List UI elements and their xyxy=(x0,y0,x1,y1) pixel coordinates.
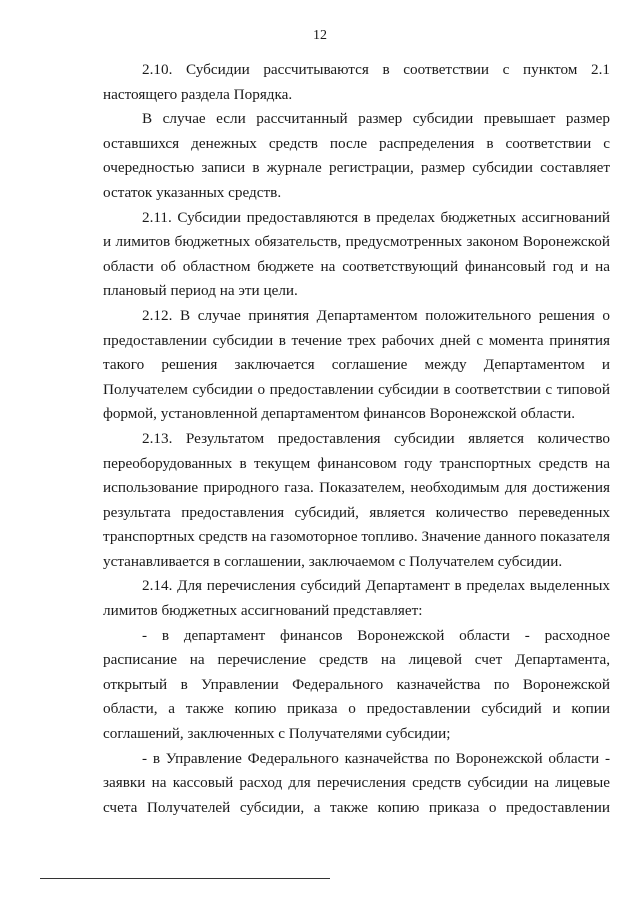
paragraph-treasury: - в Управление Федерального казначейства по Воронежской области - заявки на кассовый расход для перечисления средств субсидии на лицевые счета Получателей субсидии, а также копию приказа о предоставлении xyxy=(103,749,610,816)
paragraph-subsidy-excess: В случае если рассчитанный размер субсидии превышает размер оставшихся денежных средств после распределения в соответствии с очередностью записи в журнале регистрации, размер субсидии составляет остаток указанных средств. xyxy=(103,110,610,201)
paragraph-2-13: 2.13. Результатом предоставления субсидии является количество переоборудованных в текущем финансовом году транспортных средств на использование природного газа. Показателем, необходимым для достижения результата предоставления субсидий, является количество переведенных транспортных средств на газомоторное топливо. Значение данного показателя устанавливается в соглашении, заключаемом с Получателем субсидии. xyxy=(103,429,610,570)
paragraph-2-11: 2.11. Субсидии предоставляются в пределах бюджетных ассигнований и лимитов бюджетных обязательств, предусмотренных законом Воронежской области об областном бюджете на соответствующий финансовый год и на плановый период на эти цели. xyxy=(103,208,610,300)
page-number: 12 xyxy=(313,28,327,43)
footnote-divider xyxy=(40,878,330,879)
paragraph-finance-department: - в департамент финансов Воронежской области - расходное расписание на перечисление средств на лицевой счет Департамента, открытый в Управлении Федерального казначейства по Воронежской области, а также копию приказа о предоставлении субсидий и копии соглашений, заключенных с Получателями субсидии; xyxy=(103,626,610,743)
document-body xyxy=(103,58,610,820)
paragraph-2-10: 2.10. Субсидии рассчитываются в соответствии с пунктом 2.1 настоящего раздела Порядка. xyxy=(103,61,610,103)
paragraph-2-12: 2.12. В случае принятия Департаментом положительного решения о предоставлении субсидии в течение трех рабочих дней с момента принятия такого решения заключается соглашение между Департаментом и Получателем субсидии о предоставлении субсидии в соответствии с типовой формой, установленной департаментом финансов Воронежской области. xyxy=(103,306,610,423)
paragraph-2-14: 2.14. Для перечисления субсидий Департамент в пределах выделенных лимитов бюджетных ассигнований представляет: xyxy=(103,577,610,620)
